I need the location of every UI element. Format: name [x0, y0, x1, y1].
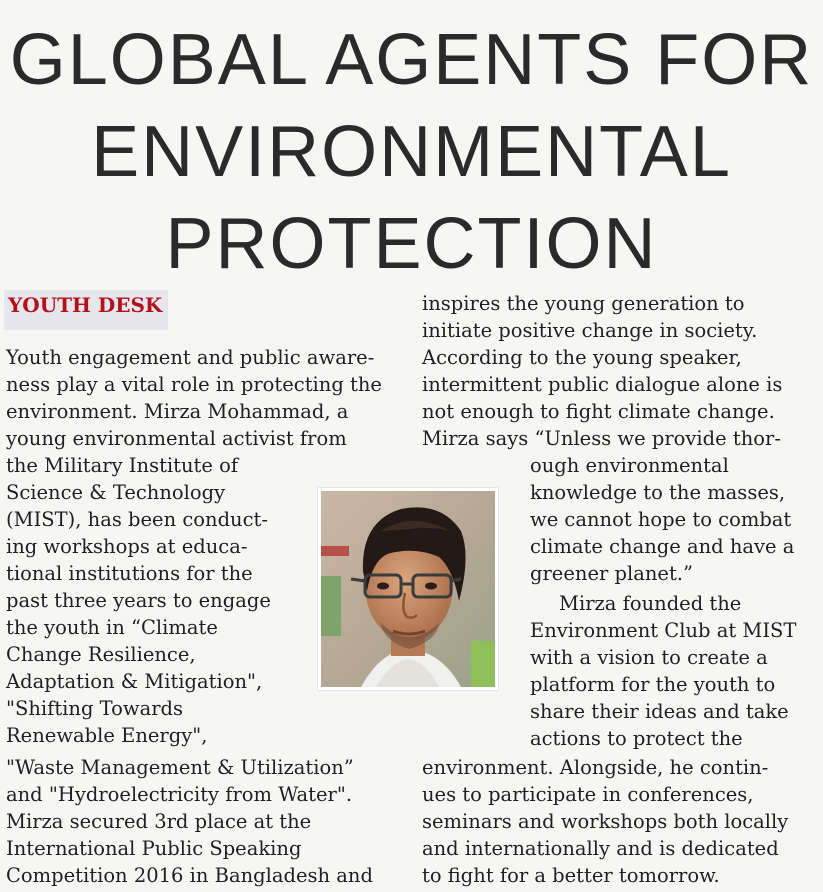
- text-line: "Shifting Towards: [6, 697, 184, 720]
- text-line: Change Resilience,: [6, 643, 196, 666]
- text-line: actions to protect the: [530, 727, 743, 750]
- text-line: platform for the youth to: [530, 673, 776, 696]
- text-line: Mirza says “Unless we provide thor-: [422, 427, 781, 450]
- text-line: Renewable Energy",: [6, 724, 208, 747]
- text-line: climate change and have a: [530, 535, 795, 558]
- text-line: Science & Technology: [6, 481, 226, 504]
- headline-line-1: GLOBAL AGENTS FOR: [9, 20, 814, 100]
- text-line: Mirza founded the: [559, 592, 742, 615]
- text-line: Environment Club at MIST: [530, 619, 797, 642]
- text-line: Competition 2016 in Bangladesh and: [6, 864, 373, 887]
- text-line: the youth in “Climate: [6, 616, 218, 639]
- text-line: According to the young speaker,: [422, 346, 742, 369]
- text-line: initiate positive change in society.: [422, 319, 758, 342]
- text-line: inspires the young generation to: [422, 292, 745, 315]
- text-line: Adaptation & Mitigation",: [6, 670, 263, 693]
- text-line: "Waste Management & Utilization”: [6, 756, 354, 779]
- text-line: intermittent public dialogue alone is: [422, 373, 783, 396]
- text-line: past three years to engage: [6, 589, 271, 612]
- text-line: with a vision to create a: [530, 646, 768, 669]
- text-line: share their ideas and take: [530, 700, 789, 723]
- section-label: YOUTH DESK: [4, 290, 168, 330]
- text-line: we cannot hope to combat: [530, 508, 792, 531]
- text-line: Youth engagement and public aware-: [6, 346, 375, 369]
- text-line: ness play a vital role in protecting the: [6, 373, 382, 396]
- text-line: and "Hydroelectricity from Water".: [6, 783, 353, 806]
- headline-line-3: PROTECTION: [165, 204, 658, 284]
- text-line: ing workshops at educa-: [6, 535, 248, 558]
- text-line: environment. Alongside, he contin-: [422, 756, 769, 779]
- text-line: Mirza secured 3rd place at the: [6, 810, 312, 833]
- text-line: ues to participate in conferences,: [422, 783, 754, 806]
- text-line: International Public Speaking: [6, 837, 302, 860]
- text-line: greener planet.”: [530, 562, 693, 585]
- headline: [0, 14, 823, 290]
- text-line: the Military Institute of: [6, 454, 239, 477]
- portrait-photo: [318, 488, 498, 690]
- text-line: seminars and workshops both locally: [422, 810, 789, 833]
- text-line: tional institutions for the: [6, 562, 253, 585]
- text-line: (MIST), has been conduct-: [6, 508, 268, 531]
- text-line: environment. Mirza Mohammad, a: [6, 400, 349, 423]
- text-line: not enough to fight climate change.: [422, 400, 775, 423]
- text-line: to fight for a better tomorrow.: [422, 864, 720, 887]
- text-line: and internationally and is dedicated: [422, 837, 779, 860]
- headline-line-2: ENVIRONMENTAL: [91, 112, 732, 192]
- text-line: knowledge to the masses,: [530, 481, 786, 504]
- text-line: young environmental activist from: [6, 427, 347, 450]
- text-line: ough environmental: [530, 454, 729, 477]
- portrait-illustration: [321, 491, 495, 687]
